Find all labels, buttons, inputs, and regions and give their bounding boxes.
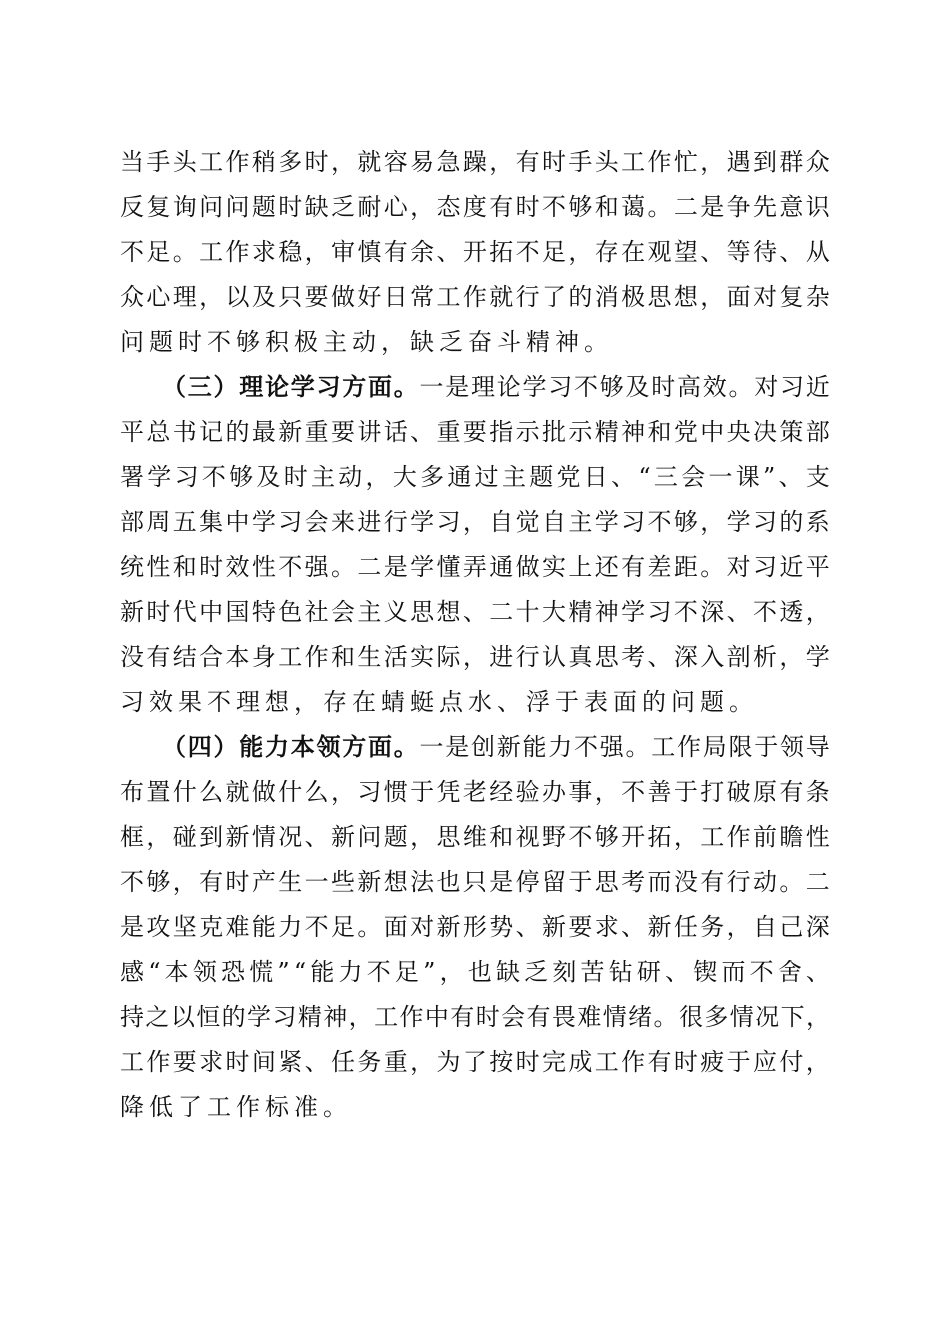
- text-line: 布 置 什 么 就 做 什 么 ， 习 惯 于 凭 老 经 验 办 事 ， 不 善 于 打 破 原 有 条: [120, 778, 830, 806]
- document-body: [120, 140, 830, 1130]
- text-line: 不 足 。 工 作 求 稳 ， 审 慎 有 余 、 开 拓 不 足 ， 存 在 观 望 、 等 待 、 从: [120, 238, 830, 266]
- text-line: 框 ， 碰 到 新 情 况 、 新 问 题 ， 思 维 和 视 野 不 够 开 拓 ， 工 作 前 瞻 性: [120, 823, 830, 851]
- text-line: 没 有 结 合 本 身 工 作 和 生 活 实 际 ， 进 行 认 真 思 考 、 深 入 剖 析 ， 学: [120, 643, 830, 671]
- text-line: 署 学 习 不 够 及 时 主 动 ， 大 多 通 过 主 题 党 日 、 “ 三 会 一 课 ” 、 支: [120, 463, 830, 491]
- text-line: 反 复 询 问 问 题 时 缺 乏 耐 心 ， 态 度 有 时 不 够 和 蔼 。 二 是 争 先 意 识: [120, 193, 830, 221]
- text-line: 持 之 以 恒 的 学 习 精 神 ， 工 作 中 有 时 会 有 畏 难 情 绪 。 很 多 情 况 下 ，: [120, 1003, 830, 1031]
- text-line: 统 性 和 时 效 性 不 强 。 二 是 学 懂 弄 通 做 实 上 还 有 差 距 。 对 习 近 平: [120, 553, 830, 581]
- text-line: 新 时 代 中 国 特 色 社 会 主 义 思 想 、 二 十 大 精 神 学 习 不 深 、 不 透 ，: [120, 598, 830, 626]
- text-line: 平 总 书 记 的 最 新 重 要 讲 话 、 重 要 指 示 批 示 精 神 和 党 中 央 决 策 部: [120, 418, 830, 446]
- text-line: 不 够 ， 有 时 产 生 一 些 新 想 法 也 只 是 停 留 于 思 考 而 没 有 行 动 。 二: [120, 868, 830, 896]
- text-line: 当 手 头 工 作 稍 多 时 ， 就 容 易 急 躁 ， 有 时 手 头 工 作 忙 ， 遇 到 群 众: [120, 148, 830, 176]
- paragraph-first-line: （ 四 ） 能 力 本 领 方 面 。 一 是 创 新 能 力 不 强 。 工 作 局 限 于 领 导: [162, 733, 830, 761]
- text-line: 众 心 理 ， 以 及 只 要 做 好 日 常 工 作 就 行 了 的 消 极 思 想 ， 面 对 复 杂: [120, 283, 830, 311]
- text-line: 是 攻 坚 克 难 能 力 不 足 。 面 对 新 形 势 、 新 要 求 、 新 任 务 ， 自 己 深: [120, 913, 830, 941]
- text-line: 部 周 五 集 中 学 习 会 来 进 行 学 习 ， 自 觉 自 主 学 习 不 够 ， 学 习 的 系: [120, 508, 830, 536]
- text-line: 感 “ 本 领 恐 慌 ” “ 能 力 不 足 ” ， 也 缺 乏 刻 苦 钻 研 、 锲 而 不 舍 、: [120, 958, 830, 986]
- text-line: 习效果不理想，存在蜻蜓点水、浮于表面的问题。: [120, 688, 758, 716]
- text-line: 工 作 要 求 时 间 紧 、 任 务 重 ， 为 了 按 时 完 成 工 作 有 时 疲 于 应 付 ，: [120, 1048, 830, 1076]
- text-line: 问题时不够积极主动，缺乏奋斗精神。: [120, 328, 613, 356]
- text-line: 降低了工作标准。: [120, 1093, 352, 1121]
- paragraph-first-line: （ 三 ） 理 论 学 习 方 面 。 一 是 理 论 学 习 不 够 及 时 高 效 。 对 习 近: [162, 373, 830, 401]
